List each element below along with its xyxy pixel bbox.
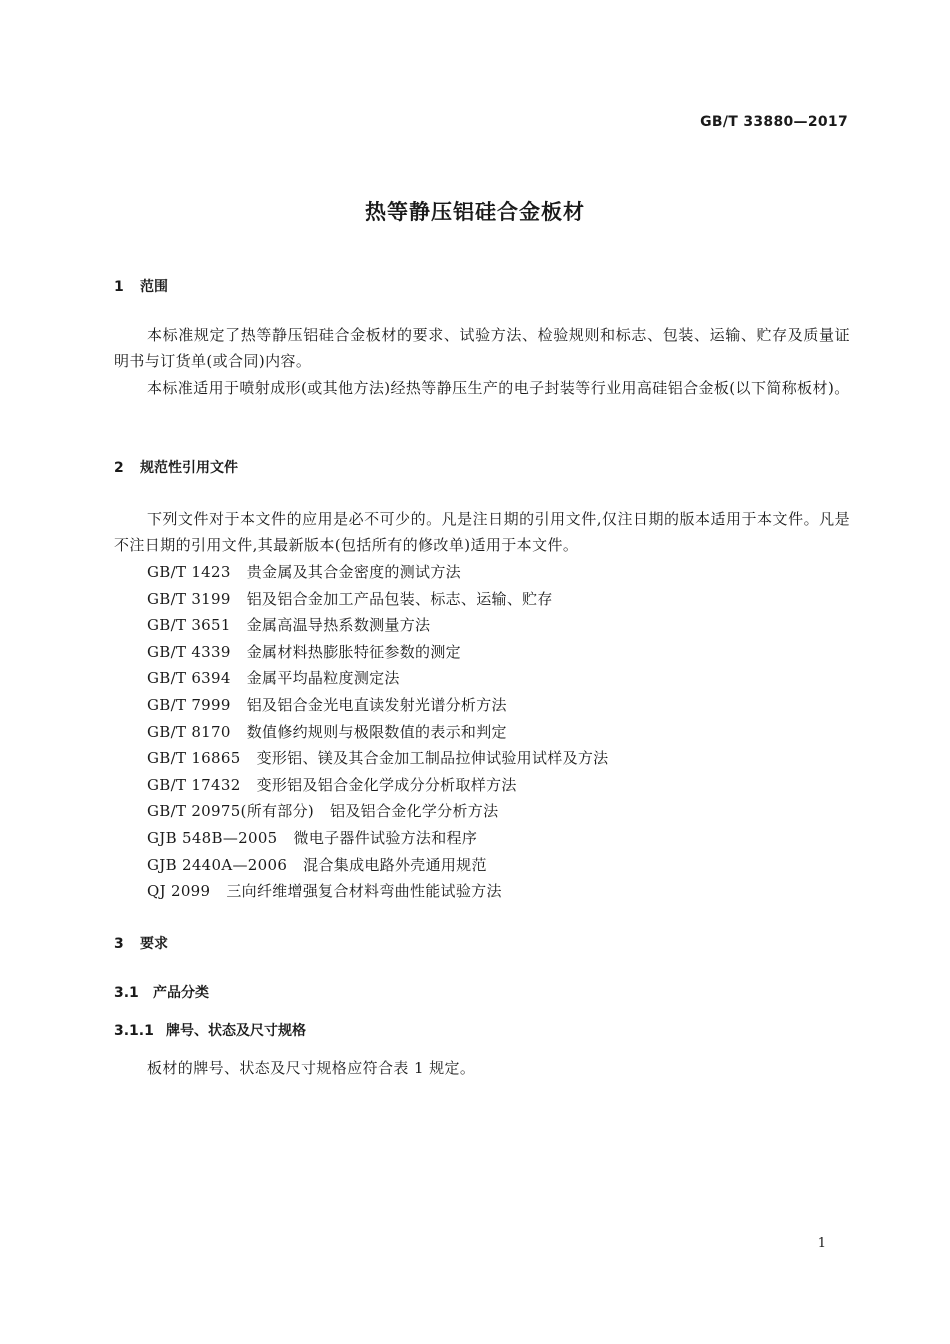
section-number: 3.1.1 xyxy=(114,1023,154,1039)
section-2-heading xyxy=(114,457,238,477)
reference-item xyxy=(147,692,608,719)
reference-item xyxy=(147,559,608,586)
section-title: 要求 xyxy=(140,936,168,952)
scope-paragraph-2: 本标准适用于喷射成形(或其他方法)经热等静压生产的电子封装等行业用高硅铝合金板(以下简称板材)。 xyxy=(147,379,850,397)
reference-list xyxy=(147,559,608,905)
scope-paragraph-1: 本标准规定了热等静压铝硅合金板材的要求、试验方法、检验规则和标志、包装、运输、贮存及质量证明书与订货单(或合同)内容。 xyxy=(114,326,850,370)
section-number: 3 xyxy=(114,936,124,952)
reference-code: GJB 2440A—2006 xyxy=(147,855,288,874)
reference-title: 三向纤维增强复合材料弯曲性能试验方法 xyxy=(226,882,502,901)
reference-title: 混合集成电路外壳通用规范 xyxy=(303,855,487,874)
reference-title: 贵金属及其合金密度的测试方法 xyxy=(246,563,461,581)
section-3-1-heading xyxy=(114,982,209,1002)
references-intro: 下列文件对于本文件的应用是必不可少的。凡是注日期的引用文件,仅注日期的版本适用于本文件。凡是不注日期的引用文件,其最新版本(包括所有的修改单)适用于本文件。 xyxy=(114,510,850,554)
reference-code: GB/T 1423 xyxy=(147,563,231,581)
reference-title: 金属材料热膨胀特征参数的测定 xyxy=(246,642,461,661)
section-title: 产品分类 xyxy=(153,985,209,1001)
reference-item xyxy=(147,745,608,772)
reference-title: 变形铝及铝合金化学成分分析取样方法 xyxy=(256,775,517,794)
reference-item xyxy=(147,772,608,799)
reference-title: 数值修约规则与极限数值的表示和判定 xyxy=(246,722,507,741)
reference-item xyxy=(147,639,608,666)
reference-code: GB/T 3199 xyxy=(147,589,231,608)
section-number: 3.1 xyxy=(114,985,139,1001)
reference-title: 金属平均晶粒度测定法 xyxy=(246,669,400,688)
reference-item xyxy=(147,665,608,692)
page-number: 1 xyxy=(817,1236,826,1251)
reference-title: 铝及铝合金加工产品包装、标志、运输、贮存 xyxy=(246,589,553,608)
reference-item xyxy=(147,878,608,905)
reference-code: GB/T 20975(所有部分) xyxy=(147,802,315,821)
section-3-heading xyxy=(114,933,168,953)
reference-title: 微电子器件试验方法和程序 xyxy=(293,828,478,847)
section-number: 1 xyxy=(114,279,124,295)
reference-item xyxy=(147,719,608,746)
reference-item xyxy=(147,798,608,825)
reference-code: GB/T 16865 xyxy=(147,749,241,768)
section-1-heading xyxy=(114,276,168,296)
reference-title: 铝及铝合金光电直读发射光谱分析方法 xyxy=(246,695,507,714)
reference-code: QJ 2099 xyxy=(147,882,211,901)
reference-code: GB/T 3651 xyxy=(147,616,231,635)
section-title: 规范性引用文件 xyxy=(140,460,238,476)
reference-code: GB/T 4339 xyxy=(147,642,231,661)
reference-code: GB/T 17432 xyxy=(147,775,241,794)
reference-title: 铝及铝合金化学分析方法 xyxy=(330,802,499,821)
reference-title: 金属高温导热系数测量方法 xyxy=(246,616,431,635)
standard-code: GB/T 33880—2017 xyxy=(700,114,848,130)
reference-code: GB/T 8170 xyxy=(147,722,231,741)
section-title: 范围 xyxy=(140,279,168,295)
reference-code: GJB 548B—2005 xyxy=(147,828,278,847)
reference-item xyxy=(147,612,608,639)
reference-code: GB/T 6394 xyxy=(147,669,231,688)
reference-code: GB/T 7999 xyxy=(147,695,231,714)
section-3-1-1-heading xyxy=(114,1020,306,1040)
section-title: 牌号、状态及尺寸规格 xyxy=(166,1023,306,1039)
spec-paragraph: 板材的牌号、状态及尺寸规格应符合表 1 规定。 xyxy=(147,1059,476,1077)
document-title: 热等静压铝硅合金板材 xyxy=(365,200,585,224)
reference-item xyxy=(147,586,608,613)
reference-item xyxy=(147,852,608,879)
reference-title: 变形铝、镁及其合金加工制品拉伸试验用试样及方法 xyxy=(256,749,609,768)
reference-item xyxy=(147,825,608,852)
section-number: 2 xyxy=(114,460,124,476)
